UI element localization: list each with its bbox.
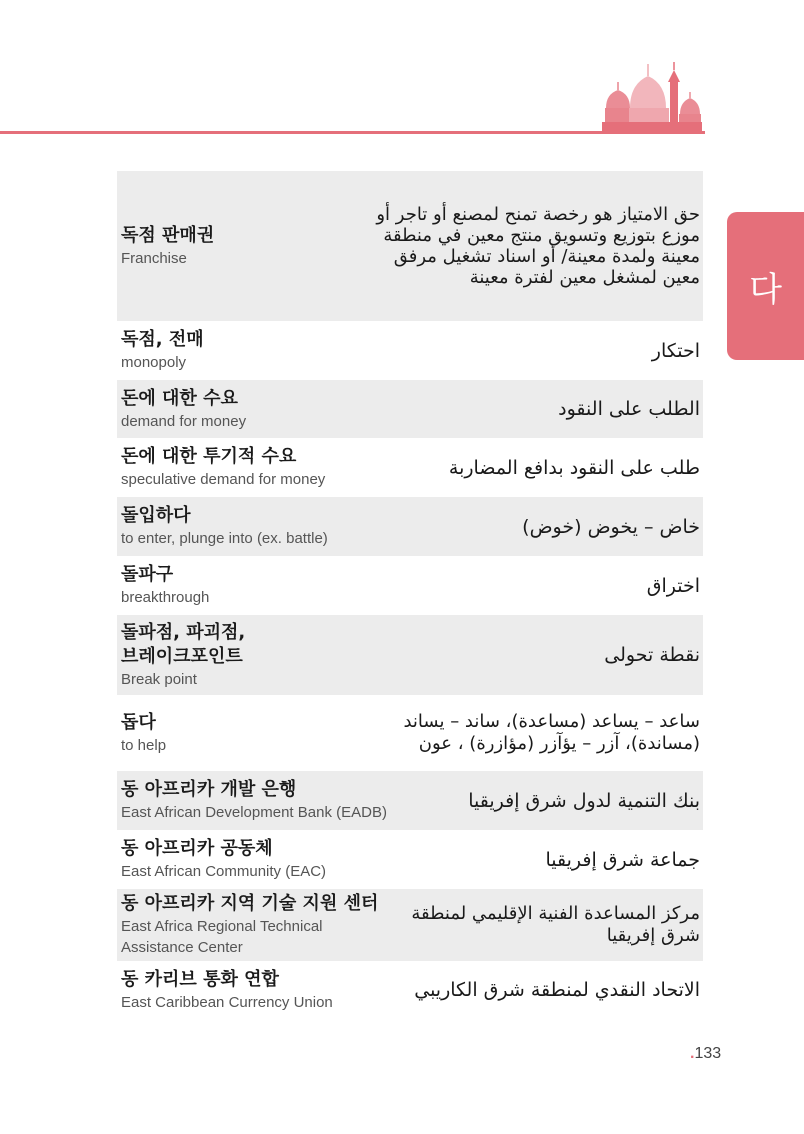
page-dot: . <box>690 1045 695 1062</box>
table-row <box>117 961 703 1019</box>
english-term: East Caribbean Currency Union <box>121 993 333 1011</box>
table-row <box>117 695 703 771</box>
arabic-term: مركز المساعدة الفنية الإقليمي لمنطقة شرق إفريقيا <box>411 903 700 946</box>
korean-term: 돌파점, 파괴점, <box>121 621 246 643</box>
korean-term: 돌파구 <box>121 564 174 585</box>
table-row <box>117 771 703 830</box>
english-term: Franchise <box>121 249 187 267</box>
english-term: East Africa Regional Technical <box>121 918 323 935</box>
english-term: monopoly <box>121 354 187 371</box>
english-term: East African Development Bank (EADB) <box>121 804 387 821</box>
section-tab: 다 <box>727 212 804 360</box>
english-term: speculative demand for money <box>121 471 326 488</box>
arabic-term: الطلب على النقود <box>558 398 700 420</box>
korean-term-line2: 브레이크포인트 <box>121 645 243 667</box>
korean-term: 독점 판매권 <box>121 224 215 246</box>
arabic-term: بنك التنمية لدول شرق إفريقيا <box>468 789 700 812</box>
arabic-term: احتكار <box>651 339 700 362</box>
mosque-icon <box>600 58 704 134</box>
korean-term: 동 아프리카 개발 은행 <box>121 779 297 800</box>
table-row <box>117 438 703 497</box>
english-term-line2: Assistance Center <box>121 939 243 956</box>
english-term: East African Community (EAC) <box>121 863 327 880</box>
table-row <box>117 889 703 961</box>
korean-term: 돈에 대한 투기적 수요 <box>121 446 297 467</box>
english-term: to enter, plunge into (ex. battle) <box>121 530 328 547</box>
arabic-term: جماعة شرق إفريقيا <box>545 848 700 871</box>
korean-term: 동 아프리카 공동체 <box>121 838 273 859</box>
page-number-value: 133 <box>694 1045 722 1062</box>
arabic-term: خاض – يخوض (خوض) <box>522 515 700 538</box>
table-row <box>117 830 703 889</box>
korean-term: 돌입하다 <box>121 505 191 526</box>
korean-term: 독점, 전매 <box>121 329 204 350</box>
english-term: Break point <box>121 670 197 688</box>
table-row <box>117 171 703 321</box>
arabic-term: ساعد – يساعد (مساعدة)، ساند – يساند (مساندة)، آزر – يؤآزر (مؤازرة) ، عون <box>403 711 700 754</box>
korean-term: 동 아프리카 지역 기술 지원 센터 <box>121 893 379 914</box>
arabic-term: نقطة تحولى <box>604 644 700 666</box>
arabic-term: طلب على النقود بدافع المضاربة <box>448 456 700 479</box>
english-term: to help <box>121 736 167 754</box>
english-term: demand for money <box>121 412 247 430</box>
page-number <box>690 1045 721 1063</box>
table-row <box>117 380 703 438</box>
korean-term: 돈에 대한 수요 <box>121 387 238 409</box>
arabic-term: الاتحاد النقدي لمنطقة شرق الكاريبي <box>414 979 700 1001</box>
glossary-table <box>117 171 703 1019</box>
korean-term: 돕다 <box>121 711 156 733</box>
arabic-term: اختراق <box>646 574 700 597</box>
table-row <box>117 615 703 695</box>
table-row <box>117 497 703 556</box>
table-row <box>117 321 703 380</box>
english-term: breakthrough <box>121 589 210 606</box>
korean-term: 동 카리브 통화 연합 <box>121 968 279 990</box>
table-row <box>117 556 703 615</box>
arabic-term: حق الامتياز هو رخصة تمنح لمصنع أو تاجر أو موزع بتوزيع وتسويق منتج معين في منطقة معينة ولمدة معينة/ أو اسناد تشغيل مرفق معين لمشغل معين لفترة معينة <box>376 204 700 288</box>
